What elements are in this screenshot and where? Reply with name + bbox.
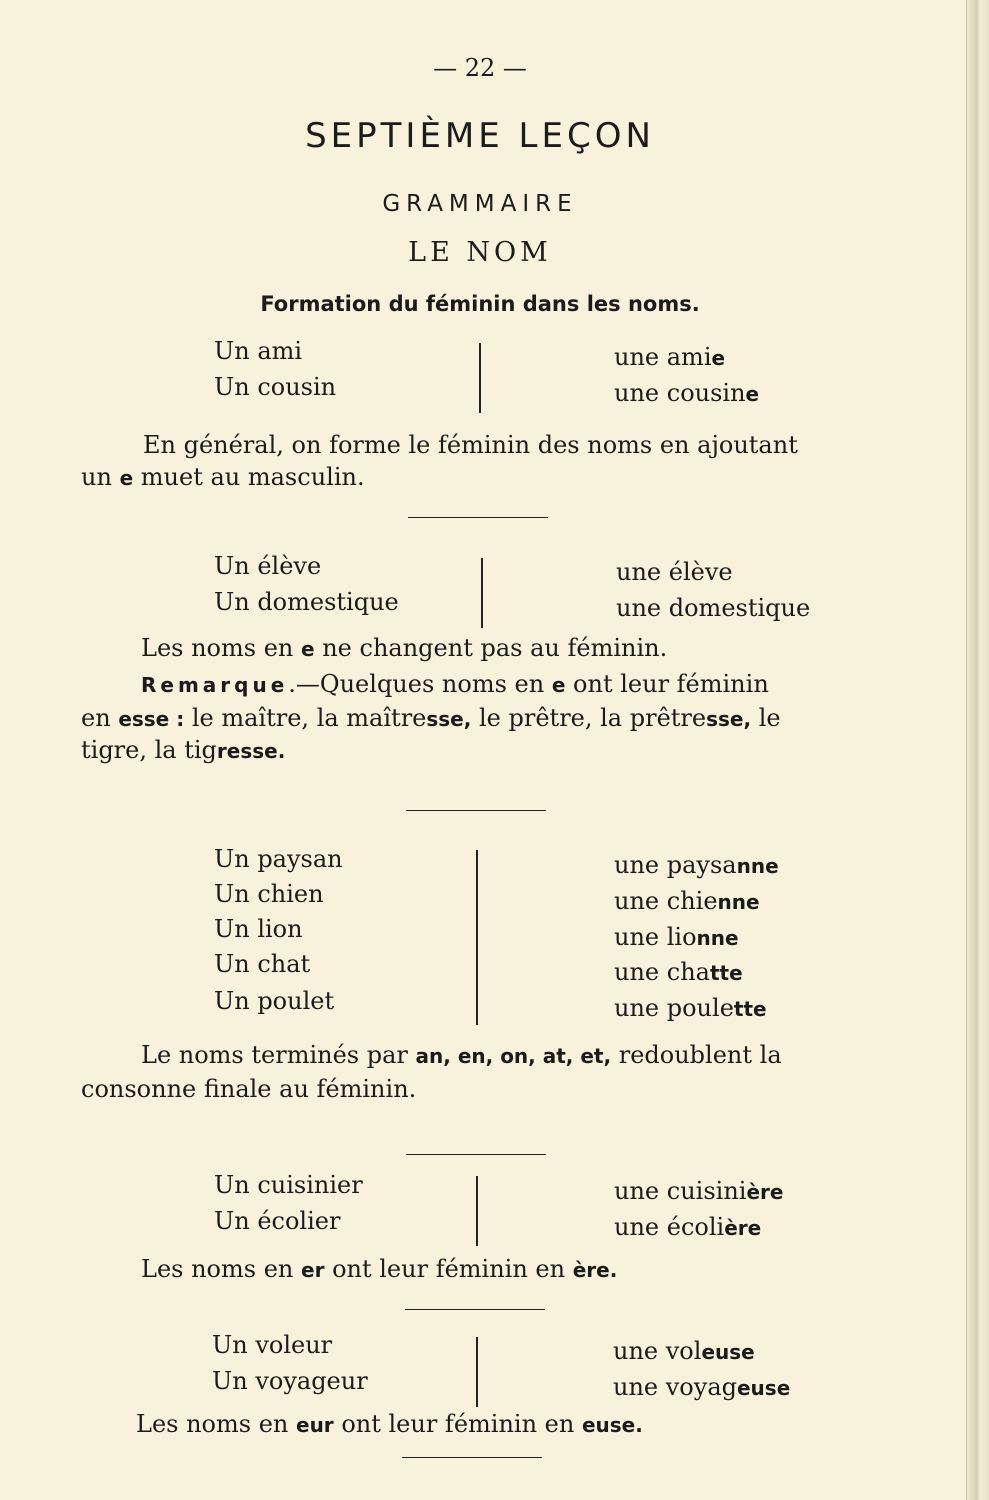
formation-heading: Formation du féminin dans les noms. bbox=[260, 292, 700, 316]
lesson-title: SEPTIÈME LEÇON bbox=[305, 116, 655, 156]
separator-1 bbox=[408, 517, 548, 518]
g4-left-1: Un cuisinier bbox=[214, 1171, 363, 1199]
g1-right-2: une cousine bbox=[614, 379, 760, 407]
section-subtitle: GRAMMAIRE bbox=[382, 191, 578, 217]
rule1-line1: En général, on forme le féminin des noms en ajoutant bbox=[143, 431, 798, 459]
separator-4 bbox=[405, 1309, 545, 1310]
g3-right-4: une chatte bbox=[614, 958, 743, 986]
rule1-line2: un e muet au masculin. bbox=[81, 463, 365, 491]
g1-divider bbox=[479, 343, 481, 413]
g1-left-2: Un cousin bbox=[214, 373, 337, 401]
g2-right-1: une élève bbox=[616, 558, 733, 586]
rule3-line2: consonne finale au féminin. bbox=[81, 1075, 417, 1103]
g2-right-2: une domestique bbox=[616, 594, 811, 622]
g1-left-1: Un ami bbox=[214, 337, 303, 365]
g2-left-1: Un élève bbox=[214, 552, 322, 580]
g5-divider bbox=[476, 1337, 478, 1407]
separator-3 bbox=[406, 1154, 546, 1155]
rule4: Les noms en er ont leur féminin en ère. bbox=[141, 1255, 618, 1283]
page-edge bbox=[966, 0, 989, 1500]
section-heading: LE NOM bbox=[408, 237, 552, 268]
g3-left-4: Un chat bbox=[214, 950, 311, 978]
g3-right-1: une paysanne bbox=[614, 851, 779, 879]
g4-right-2: une écolière bbox=[614, 1213, 762, 1241]
remarque-line3: tigre, la tigresse. bbox=[81, 736, 286, 764]
g3-left-2: Un chien bbox=[214, 880, 324, 908]
g3-left-5: Un poulet bbox=[214, 987, 335, 1015]
rule5: Les noms en eur ont leur féminin en euse. bbox=[136, 1410, 643, 1438]
g4-divider bbox=[476, 1176, 478, 1246]
g5-left-1: Un voleur bbox=[212, 1331, 333, 1359]
g2-left-2: Un domestique bbox=[214, 588, 399, 616]
remarque-line2: en esse : le maître, la maîtresse, le prêtre, la prêtresse, le bbox=[81, 704, 781, 732]
g4-right-1: une cuisinière bbox=[614, 1177, 784, 1205]
g5-right-1: une voleuse bbox=[613, 1337, 755, 1365]
g1-right-1: une amie bbox=[614, 343, 726, 371]
g3-left-3: Un lion bbox=[214, 915, 303, 943]
g5-right-2: une voyageuse bbox=[613, 1373, 791, 1401]
g3-right-2: une chienne bbox=[614, 887, 760, 915]
page-number: — 22 — bbox=[433, 54, 527, 82]
g2-divider bbox=[481, 558, 483, 628]
g5-left-2: Un voyageur bbox=[212, 1367, 368, 1395]
rule3-line1: Le noms terminés par an, en, on, at, et, redoublent la bbox=[141, 1041, 782, 1069]
rule2: Les noms en e ne changent pas au féminin. bbox=[141, 634, 668, 662]
g3-left-1: Un paysan bbox=[214, 845, 343, 873]
remarque-line1: Remarque.—Quelques noms en e ont leur féminin bbox=[141, 670, 769, 698]
g3-right-5: une poulette bbox=[614, 994, 767, 1022]
separator-2 bbox=[406, 810, 546, 811]
separator-5 bbox=[402, 1457, 542, 1458]
g4-left-2: Un écolier bbox=[214, 1207, 341, 1235]
g3-divider bbox=[476, 850, 478, 1025]
g3-right-3: une lionne bbox=[614, 923, 739, 951]
